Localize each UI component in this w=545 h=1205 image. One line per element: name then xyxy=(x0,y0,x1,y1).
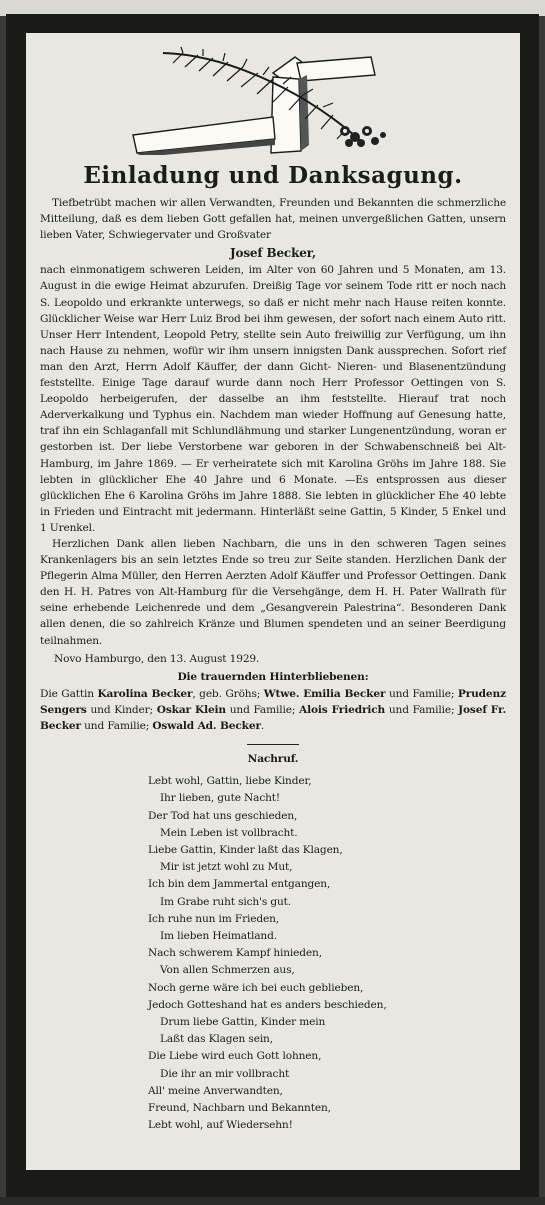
mourner-text: und Familie; xyxy=(385,687,458,700)
deceased-name: Josef Becker, xyxy=(229,246,317,261)
divider-rule xyxy=(247,744,299,745)
memorial-poem xyxy=(40,773,506,1134)
poem-line: Ich ruhe nun im Frieden, xyxy=(148,912,280,925)
notice-title: Einladung und Danksagung. xyxy=(83,162,463,189)
poem-title: Nachruf. xyxy=(247,753,299,766)
poem-line: Im lieben Heimatland. xyxy=(160,930,277,943)
mourner-name: Oskar Klein xyxy=(156,703,226,716)
mourner-name: Karolina Becker xyxy=(97,687,193,700)
mourner-text: und Familie; xyxy=(80,720,153,732)
poem-line: Von allen Schmerzen aus, xyxy=(160,964,295,977)
poem-line: Die Liebe wird euch Gott lohnen, xyxy=(148,1050,322,1063)
mourner-text: Die Gattin xyxy=(40,687,98,700)
poem-line: Lebt wohl, auf Wiedersehn! xyxy=(148,1119,293,1132)
poem-line: Lebt wohl, Gattin, liebe Kinder, xyxy=(148,775,312,788)
mourner-text: , geb. Gröhs; xyxy=(192,687,264,700)
cross-and-palm-frond-illustration xyxy=(123,47,423,155)
mourner-text: und Kinder; xyxy=(86,703,157,716)
mourner-name: Josef Fr. Becker xyxy=(40,703,506,732)
mourner-text: und Familie; xyxy=(225,703,299,716)
mourner-name: Alois Friedrich xyxy=(299,703,386,716)
poem-line: Freund, Nachbarn und Bekannten, xyxy=(148,1102,331,1115)
mourner-name: Oswald Ad. Becker xyxy=(152,720,261,732)
poem-line: Laßt das Klagen sein, xyxy=(160,1033,273,1046)
obituary-notice xyxy=(26,33,520,1170)
flower-bouquet-icon xyxy=(340,126,386,147)
poem-line: Ihr lieben, gute Nacht! xyxy=(160,792,280,805)
poem-line: Ich bin dem Jammertal entgangen, xyxy=(148,878,331,891)
place-and-date: Novo Hamburgo, den 13. August 1929. xyxy=(54,652,260,665)
notice-content xyxy=(40,43,506,1134)
mourners-list xyxy=(40,686,506,734)
mourner-name: Prudenz Sengers xyxy=(40,687,506,716)
poem-line: Noch gerne wäre ich bei euch geblieben, xyxy=(148,981,364,994)
body-paragraph-1: nach einmonatigem schweren Leiden, im Alter von 60 Jahren und 5 Monaten, am 13. August in die ewige Heimat abzurufen. Dreißig Tage vor seinem Tode ritt er noch nach S. Leopoldo und erkrankte unterwegs, so daß er nicht mehr nach Hause reiten konnte. Glücklicher Weise war Herr Luiz Brod bei ihm gewesen, der sofort nach einem Auto ritt. Unser Herr Intendent, Leopold Petry, stellte sein Auto freiwillig zur Verfügung, um ihn nach Hause zu nehmen, wofür wir ihm unsern innigsten Dank aussprechen. Sofort rief man den Arzt, Herrn Adolf Käuffer, der dann Gicht- Nieren- und Blasenentzündung feststellte. Einige Tage darauf wurde dann noch Herr Professor Oettingen von S. Leopoldo herbeigerufen, der dasselbe an ihm feststellte. Hierauf trat noch Aderverkalkung und Typhus ein. Nachdem man wieder Hoffnung auf Genesung hatte, traf ihn ein Schlaganfall mit Schlundlähmung und starker Lungenentzündung, woran er gestorben ist. Der liebe Verstorbene war geboren in der Schwabenschneiß bei Alt-Hamburg, im Jahre 1869. — Er verheiratete sich mit Karolina Gröhs im Jahre 188. Sie lebten in glücklicher Ehe 40 Jahre und 6 Monate. —Es entsprossen aus dieser glücklichen Ehe 6 Karolina Gröhs im Jahre 1888. Sie lebten in glücklicher Ehe 40 lebte in Frieden und Eintracht mit jedermann. Hinterläßt seine Gattin, 5 Kinder, 5 Enkel und 1 Urenkel. xyxy=(40,264,506,534)
poem-line: Drum liebe Gattin, Kinder mein xyxy=(160,1016,326,1029)
thanks-paragraph: Herzlichen Dank allen lieben Nachbarn, die uns in den schweren Tagen seines Krankenlagers bis an sein letztes Ende so treu zur Seite standen. Herzlichen Dank der Pflegerin Alma Müller, den Herren Aerzten Adolf Käuffer und Professor Oettingen. Dank den H. H. Patres von Alt-Hamburg für die Versehgänge, dem H. H. Pater Wallrath für seine erhebende Leichenrede und dem „Gesangverein Palestrina“. Besonderen Dank allen denen, die so zahlreich Kränze und Blumen spendeten und an seiner Beerdigung teilnahmen. xyxy=(40,537,506,647)
poem-line: Im Grabe ruht sich's gut. xyxy=(160,895,291,908)
mourner-name: Wtwe. Emilia Becker xyxy=(263,687,386,700)
mourners-heading: Die trauernden Hinterbliebenen: xyxy=(177,670,369,683)
poem-line: Liebe Gattin, Kinder laßt das Klagen, xyxy=(148,844,343,856)
mourner-text: und Familie; xyxy=(385,703,459,716)
poem-line: Mir ist jetzt wohl zu Mut, xyxy=(160,861,293,874)
intro-paragraph: Tiefbetrübt machen wir allen Verwandten, Freunden und Bekannten die schmerzliche Mitteilung, daß es dem lieben Gott gefallen hat, meinen unvergeßlichen Gatten, unsern lieben Vater, Schwiegervater und Großvater xyxy=(40,197,506,242)
bottom-edge xyxy=(0,1197,545,1205)
cross-icon xyxy=(133,57,375,155)
poem-line: Die ihr an mir vollbracht xyxy=(160,1067,290,1080)
poem-line: All' meine Anverwandten, xyxy=(148,1084,283,1097)
poem-line: Nach schwerem Kampf hinieden, xyxy=(148,947,322,960)
mourner-text: . xyxy=(260,720,265,732)
poem-line: Jedoch Gotteshand hat es anders beschieden, xyxy=(148,998,387,1011)
poem-line: Mein Leben ist vollbracht. xyxy=(160,826,298,839)
poem-line: Der Tod hat uns geschieden, xyxy=(148,809,298,822)
